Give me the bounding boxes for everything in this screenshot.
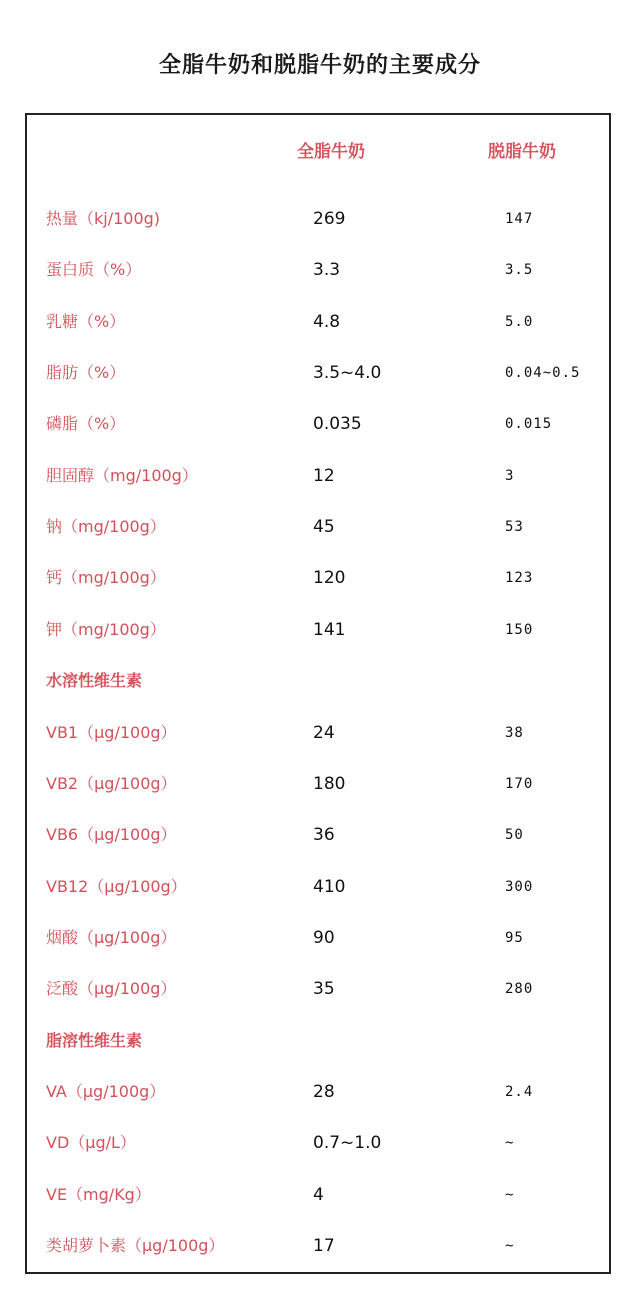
nutrient-label: 类胡萝卜素（μg/100g） <box>46 1236 225 1255</box>
section-header-row <box>0 1026 640 1056</box>
whole-milk-value: 0.035 <box>313 414 362 435</box>
skim-milk-value: 95 <box>505 929 524 946</box>
nutrient-label: 钠（mg/100g） <box>46 517 166 537</box>
skim-milk-value: 150 <box>505 621 534 638</box>
skim-milk-value: ~ <box>505 1135 515 1152</box>
table-row <box>0 1128 640 1158</box>
whole-milk-value: 0.7~1.0 <box>313 1133 382 1154</box>
skim-milk-value: ~ <box>505 1186 515 1203</box>
whole-milk-value: 141 <box>313 619 346 640</box>
table-row <box>0 923 640 953</box>
section-header-row <box>0 666 640 696</box>
skim-milk-value: 0.015 <box>505 416 553 433</box>
skim-milk-value: ~ <box>505 1238 515 1254</box>
skim-milk-value: 2.4 <box>505 1083 534 1100</box>
whole-milk-value: 45 <box>313 517 335 538</box>
whole-milk-value: 3.3 <box>313 260 341 281</box>
skim-milk-value: 123 <box>505 570 534 587</box>
column-header-whole-milk: 全脂牛奶 <box>297 142 365 162</box>
table-row <box>0 409 640 439</box>
page-title: 全脂牛奶和脱脂牛奶的主要成分 <box>158 53 481 78</box>
table-row <box>0 358 640 388</box>
nutrient-label: VE（mg/Kg） <box>46 1184 151 1204</box>
whole-milk-value: 24 <box>313 722 335 743</box>
skim-milk-value: 147 <box>505 211 534 227</box>
table-row <box>0 974 640 1004</box>
nutrient-label: VB1（μg/100g） <box>46 722 177 742</box>
whole-milk-value: 36 <box>313 825 335 846</box>
skim-milk-value: 50 <box>505 827 524 844</box>
table-row <box>0 307 640 337</box>
skim-milk-value: 280 <box>505 981 534 998</box>
whole-milk-value: 3.5~4.0 <box>313 363 382 384</box>
nutrient-label: 乳糖（%） <box>46 311 126 331</box>
whole-milk-value: 17 <box>313 1236 335 1256</box>
nutrient-label: 钙（mg/100g） <box>46 568 166 588</box>
column-header-skim-milk: 脱脂牛奶 <box>488 142 556 162</box>
nutrient-label: 磷脂（%） <box>46 414 126 434</box>
nutrient-label: 脂肪（%） <box>46 363 126 383</box>
skim-milk-value: 3 <box>505 467 515 484</box>
table-row <box>0 769 640 799</box>
table-row <box>0 255 640 285</box>
skim-milk-value: 3.5 <box>505 262 534 279</box>
section-label: 水溶性维生素 <box>46 671 143 691</box>
whole-milk-value: 12 <box>313 465 335 486</box>
table-row <box>0 1077 640 1107</box>
nutrient-label: 热量（kj/100g) <box>46 209 161 228</box>
table-row <box>0 512 640 542</box>
table-row <box>0 718 640 748</box>
whole-milk-value: 180 <box>313 773 346 794</box>
skim-milk-value: 300 <box>505 878 534 895</box>
whole-milk-value: 28 <box>313 1081 335 1102</box>
table-row <box>0 1180 640 1210</box>
skim-milk-value: 38 <box>505 724 524 741</box>
nutrient-label: VD（μg/L） <box>46 1133 136 1153</box>
table-row <box>0 461 640 491</box>
table-row <box>0 872 640 902</box>
table-row <box>0 204 640 234</box>
nutrient-label: VB12（μg/100g） <box>46 876 187 896</box>
nutrient-label: VB2（μg/100g） <box>46 773 177 793</box>
nutrient-label: VB6（μg/100g） <box>46 825 177 845</box>
skim-milk-value: 53 <box>505 519 524 536</box>
section-label: 脂溶性维生素 <box>46 1030 143 1050</box>
whole-milk-value: 410 <box>313 876 346 897</box>
table-row <box>0 1231 640 1261</box>
nutrient-label: 泛酸（μg/100g） <box>46 979 177 999</box>
whole-milk-value: 120 <box>313 568 346 589</box>
table-row <box>0 820 640 850</box>
whole-milk-value: 4 <box>313 1184 324 1205</box>
skim-milk-value: 0.04~0.5 <box>505 365 581 382</box>
table-row <box>0 615 640 645</box>
skim-milk-value: 5.0 <box>505 313 534 330</box>
nutrient-label: 钾（mg/100g） <box>46 619 166 639</box>
nutrient-label: 胆固醇（mg/100g） <box>46 465 198 485</box>
whole-milk-value: 269 <box>313 209 346 229</box>
nutrient-label: 蛋白质（%） <box>46 260 142 280</box>
whole-milk-value: 4.8 <box>313 311 341 332</box>
table-row <box>0 563 640 593</box>
nutrient-label: VA（μg/100g） <box>46 1081 166 1101</box>
whole-milk-value: 35 <box>313 979 335 1000</box>
nutrient-label: 烟酸（μg/100g） <box>46 927 177 947</box>
skim-milk-value: 170 <box>505 775 534 792</box>
whole-milk-value: 90 <box>313 927 335 948</box>
